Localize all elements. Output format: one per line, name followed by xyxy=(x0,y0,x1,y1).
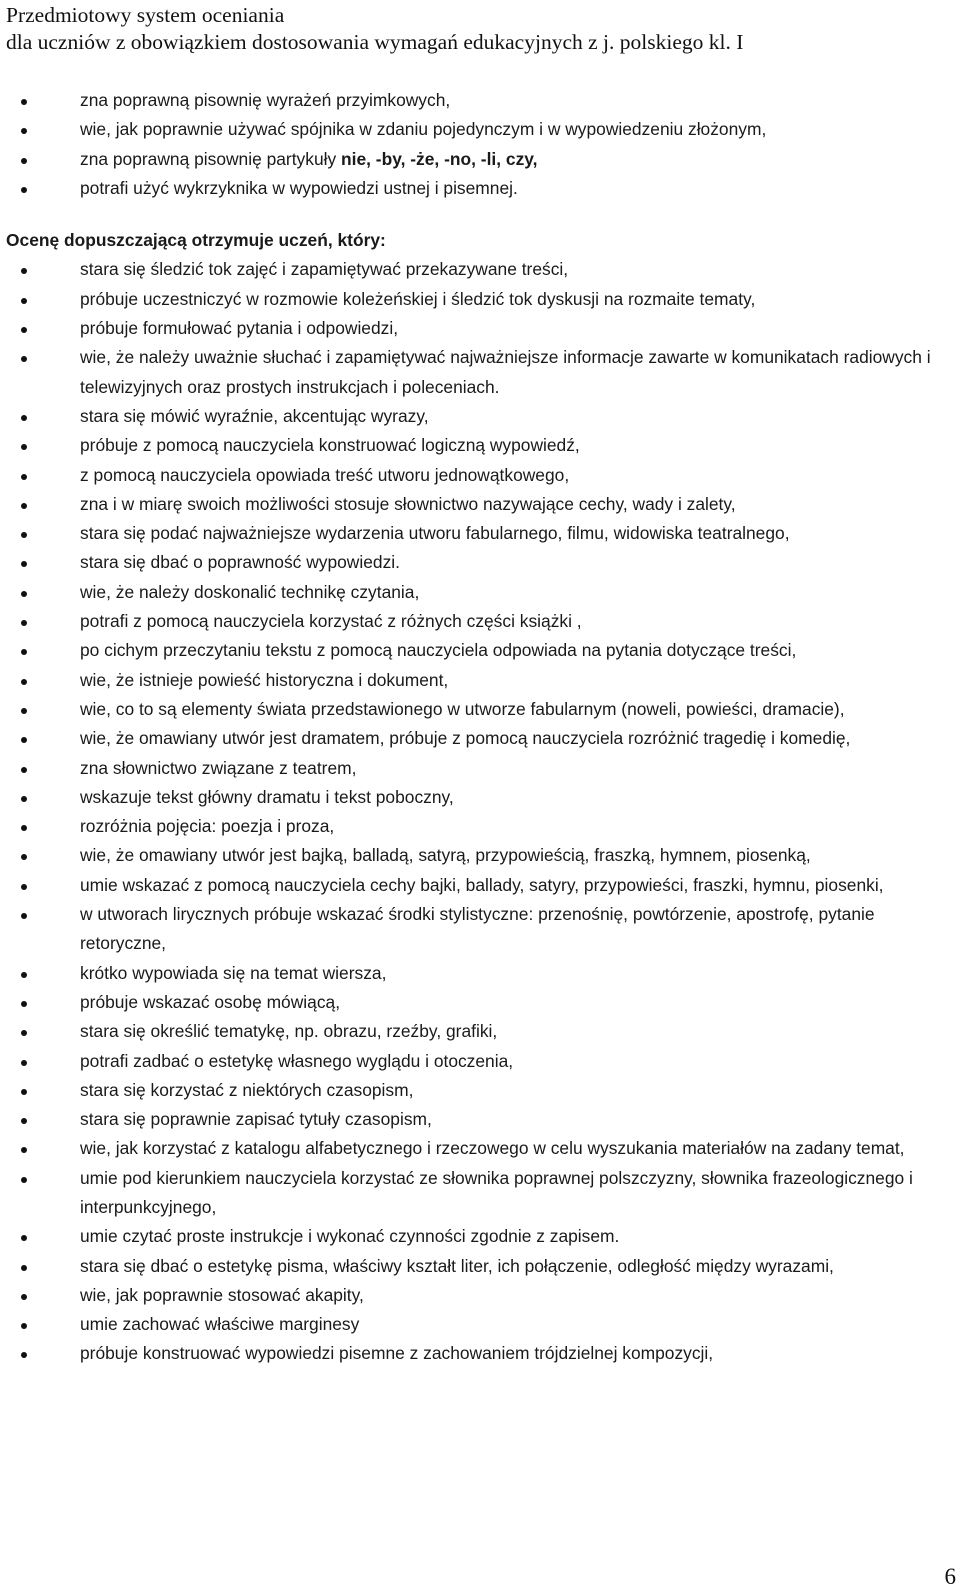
list-item: stara się korzystać z niektórych czasopism, xyxy=(0,1076,960,1105)
list-item: stara się podać najważniejsze wydarzenia utworu fabularnego, filmu, widowiska teatralnego, xyxy=(0,519,960,548)
list-item: stara się poprawnie zapisać tytuły czasopism, xyxy=(0,1105,960,1134)
list-item: umie pod kierunkiem nauczyciela korzystać ze słownika poprawnej polszczyzny, słownika frazeologicznego i interpunkcyjnego, xyxy=(0,1164,960,1223)
list-item: zna i w miarę swoich możliwości stosuje słownictwo nazywające cechy, wady i zalety, xyxy=(0,490,960,519)
header-title: Przedmiotowy system oceniania xyxy=(6,3,285,27)
list-item: po cichym przeczytaniu tekstu z pomocą nauczyciela odpowiada na pytania dotyczące treści, xyxy=(0,636,960,665)
list-item: próbuje z pomocą nauczyciela konstruować logiczną wypowiedź, xyxy=(0,431,960,460)
list-item: wie, że należy doskonalić technikę czytania, xyxy=(0,578,960,607)
list-item: stara się określić tematykę, np. obrazu, rzeźby, grafiki, xyxy=(0,1017,960,1046)
list-item: stara się śledzić tok zajęć i zapamiętywać przekazywane treści, xyxy=(0,255,960,284)
list-item: wie, co to są elementy świata przedstawionego w utworze fabularnym (noweli, powieści, dramacie), xyxy=(0,695,960,724)
list-item: umie wskazać z pomocą nauczyciela cechy bajki, ballady, satyry, przypowieści, fraszki, hymnu, piosenki, xyxy=(0,871,960,900)
list-item-particles xyxy=(0,145,960,174)
list-item: próbuje formułować pytania i odpowiedzi, xyxy=(0,314,960,343)
list-item-text: zna poprawną pisownię partykuły xyxy=(80,148,342,169)
particles-bold: nie, -by, -że, -no, -li, czy, xyxy=(341,148,538,169)
page-number: 6 xyxy=(944,1564,956,1589)
list-item: umie czytać proste instrukcje i wykonać czynności zgodnie z zapisem. xyxy=(0,1222,960,1251)
list-item: z pomocą nauczyciela opowiada treść utworu jednowątkowego, xyxy=(0,461,960,490)
header-subtitle: dla uczniów z obowiązkiem dostosowania wymagań edukacyjnych z j. polskiego kl. I xyxy=(6,30,744,54)
list-item: potrafi zadbać o estetykę własnego wyglądu i otoczenia, xyxy=(0,1047,960,1076)
list-item: próbuje uczestniczyć w rozmowie koleżeńskiej i śledzić tok dyskusji na rozmaite tematy, xyxy=(0,285,960,314)
requirements-list-top xyxy=(0,86,960,203)
list-item: próbuje konstruować wypowiedzi pisemne z zachowaniem trójdzielnej kompozycji, xyxy=(0,1339,960,1368)
requirements-list-dopuszczajaca xyxy=(0,255,960,1368)
list-item: stara się dbać o estetykę pisma, właściwy kształt liter, ich połączenie, odległość między wyrazami, xyxy=(0,1252,960,1281)
list-item: wie, że omawiany utwór jest bajką, balladą, satyrą, przypowieścią, fraszką, hymnem, piosenką, xyxy=(0,841,960,870)
list-item: wie, że istnieje powieść historyczna i dokument, xyxy=(0,666,960,695)
list-item: krótko wypowiada się na temat wiersza, xyxy=(0,959,960,988)
list-item: potrafi z pomocą nauczyciela korzystać z różnych części książki , xyxy=(0,607,960,636)
list-item: wie, że omawiany utwór jest dramatem, próbuje z pomocą nauczyciela rozróżnić tragedię i komedię, xyxy=(0,724,960,753)
document-body xyxy=(0,86,960,1369)
list-item: w utworach lirycznych próbuje wskazać środki stylistyczne: przenośnię, powtórzenie, apostrofę, pytanie retoryczne, xyxy=(0,900,960,959)
list-item: zna słownictwo związane z teatrem, xyxy=(0,754,960,783)
list-item: umie zachować właściwe marginesy xyxy=(0,1310,960,1339)
section-heading: Ocenę dopuszczającą otrzymuje uczeń, który: xyxy=(6,230,386,251)
page-header xyxy=(6,2,743,56)
list-item: zna poprawną pisownię wyrażeń przyimkowych, xyxy=(0,86,960,115)
list-item: rozróżnia pojęcia: poezja i proza, xyxy=(0,812,960,841)
spacer xyxy=(0,203,960,226)
list-item: wie, jak poprawnie używać spójnika w zdaniu pojedynczym i w wypowiedzeniu złożonym, xyxy=(0,115,960,144)
list-item: potrafi użyć wykrzyknika w wypowiedzi ustnej i pisemnej. xyxy=(0,174,960,203)
list-item: wie, że należy uważnie słuchać i zapamiętywać najważniejsze informacje zawarte w komunikatach radiowych i telewizyjnych oraz prostych instrukcjach i poleceniach. xyxy=(0,343,960,402)
list-item: stara się dbać o poprawność wypowiedzi. xyxy=(0,548,960,577)
list-item: wskazuje tekst główny dramatu i tekst poboczny, xyxy=(0,783,960,812)
list-item: wie, jak poprawnie stosować akapity, xyxy=(0,1281,960,1310)
list-item: wie, jak korzystać z katalogu alfabetycznego i rzeczowego w celu wyszukania materiałów na zadany temat, xyxy=(0,1134,960,1163)
list-item: stara się mówić wyraźnie, akcentując wyrazy, xyxy=(0,402,960,431)
list-item: próbuje wskazać osobę mówiącą, xyxy=(0,988,960,1017)
